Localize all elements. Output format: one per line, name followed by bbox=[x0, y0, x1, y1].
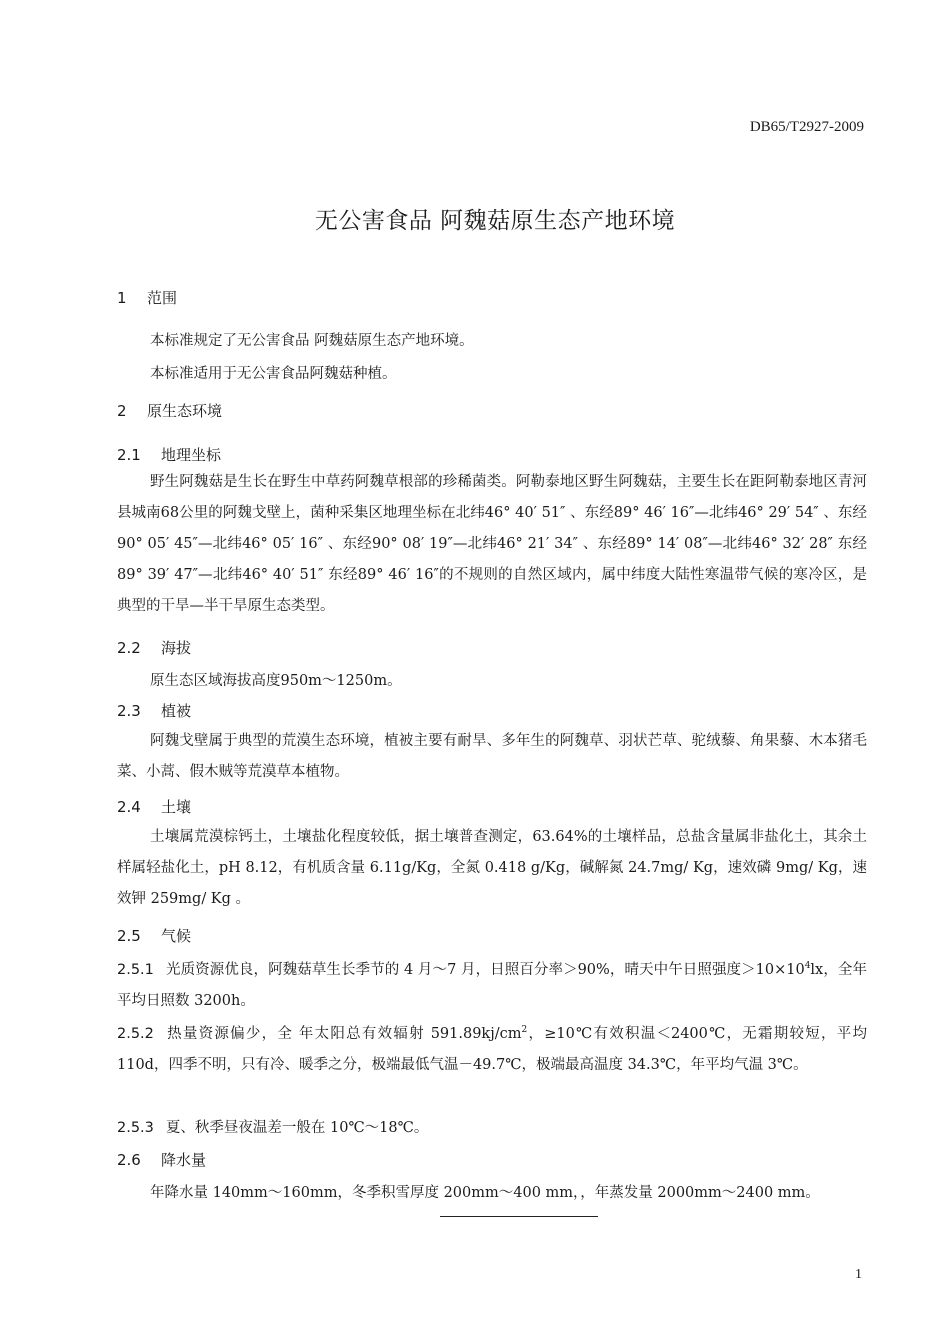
section-number: 2.5 bbox=[117, 927, 141, 945]
section-2-6-heading bbox=[117, 1149, 206, 1170]
section-2-5-3-text bbox=[117, 1116, 428, 1137]
section-number: 2.5.1 bbox=[117, 961, 154, 978]
section-number: 1 bbox=[117, 289, 127, 307]
standard-number: DB65/T2927-2009 bbox=[749, 119, 864, 135]
paragraph-text: 夏、秋季昼夜温差一般在 10℃～18℃。 bbox=[165, 1120, 429, 1136]
section-2-heading bbox=[117, 400, 222, 421]
section-number: 2 bbox=[117, 402, 127, 420]
section-2-1-text: 野生阿魏菇是生长在野生中草药阿魏草根部的珍稀菌类。阿勒泰地区野生阿魏菇，主要生长在距阿勒泰地区青河县城南68公里的阿魏戈壁上，菌种采集区地理坐标在北纬46° 40′ 51″ 、东经89° 46′ 16″—北纬46° 29′ 54″ 、东经90° 05′ 45″—北纬46° 05′ 16″ 、东经90° 08′ 19″—北纬46° 21′ 34″ 、东经89° 14′ 08″—北纬46° 32′ 28″ 东经89° 39′ 47″—北纬46° 40′ 51″ 东经89° 46′ 16″的不规则的自然区域内，属中纬度大陆性寒温带气候的寒冷区，是典型的干旱—半干旱原生态类型。 bbox=[117, 474, 867, 614]
section-title: 气候 bbox=[161, 927, 192, 945]
section-1-paragraph-1: 本标准规定了无公害食品 阿魏菇原生态产地环境。 bbox=[150, 333, 474, 349]
section-2-2-heading bbox=[117, 637, 191, 658]
section-number: 2.5.2 bbox=[117, 1025, 154, 1042]
section-2-4-heading bbox=[117, 796, 191, 817]
section-1-paragraph-2: 本标准适用于无公害食品阿魏菇种植。 bbox=[150, 366, 397, 382]
superscript: 4 bbox=[804, 961, 811, 971]
section-2-5-2-text bbox=[117, 1015, 867, 1081]
section-title: 植被 bbox=[161, 702, 192, 720]
section-number: 2.4 bbox=[117, 798, 141, 816]
section-2-6-text: 年降水量 140mm～160mm，冬季积雪厚度 200mm～400 mm，，年蒸发量 2000mm～2400 mm。 bbox=[150, 1185, 820, 1201]
section-number: 2.5.3 bbox=[117, 1120, 154, 1136]
document-title: 无公害食品 阿魏菇原生态产地环境 bbox=[314, 208, 676, 234]
section-number: 2.3 bbox=[117, 702, 141, 720]
section-title: 海拔 bbox=[161, 639, 192, 657]
paragraph-text-a: 热量资源偏少，全 年太阳总有效辐射 591.89kj/cm bbox=[165, 1025, 522, 1042]
section-2-3-heading bbox=[117, 700, 191, 721]
paragraph-text-a: 光质资源优良，阿魏菇草生长季节的 4 月～7 月，日照百分率＞90%，晴天中午日照强度＞10×10 bbox=[165, 961, 805, 978]
section-2-2-text: 原生态区域海拔高度950m～1250m。 bbox=[150, 673, 402, 689]
section-number: 2.2 bbox=[117, 639, 141, 657]
section-title: 原生态环境 bbox=[147, 402, 223, 420]
paragraph-text-b: lx，全年平均日照数 3200h。 bbox=[117, 961, 867, 1009]
section-2-1-heading bbox=[117, 444, 221, 465]
section-title: 范围 bbox=[147, 289, 178, 307]
section-1-heading bbox=[117, 287, 177, 308]
section-title: 降水量 bbox=[161, 1151, 207, 1169]
section-number: 2.1 bbox=[117, 446, 141, 464]
section-2-5-1-text bbox=[117, 951, 867, 1017]
section-title: 地理坐标 bbox=[161, 446, 222, 464]
end-rule bbox=[440, 1216, 598, 1217]
section-title: 土壤 bbox=[161, 798, 192, 816]
section-2-3-text: 阿魏戈壁属于典型的荒漠生态环境，植被主要有耐旱、多年生的阿魏草、羽状芒草、驼绒藜、角果藜、木本猪毛菜、小蒿、假木贼等荒漠草本植物。 bbox=[117, 733, 867, 780]
section-2-4-text: 土壤属荒漠棕钙土，土壤盐化程度较低，据土壤普查测定，63.64%的土壤样品，总盐含量属非盐化土，其余土样属轻盐化土，pH 8.12，有机质含量 6.11g/Kg，全氮 0.418 g/Kg，碱解氮 24.7mg/ Kg，速效磷 9mg/ Kg，速效钾 259mg/ Kg 。 bbox=[117, 829, 867, 907]
paragraph-text-b: ，≥10℃有效积温＜2400℃，无霜期较短，平均 110d，四季不明，只有冷、暖季之分，极端最低气温－49.7℃，极端最高温度 34.3℃，年平均气温 3℃。 bbox=[117, 1025, 867, 1073]
section-2-5-heading bbox=[117, 925, 191, 946]
superscript: 2 bbox=[521, 1025, 528, 1035]
page-number: 1 bbox=[855, 1267, 862, 1282]
section-number: 2.6 bbox=[117, 1151, 141, 1169]
